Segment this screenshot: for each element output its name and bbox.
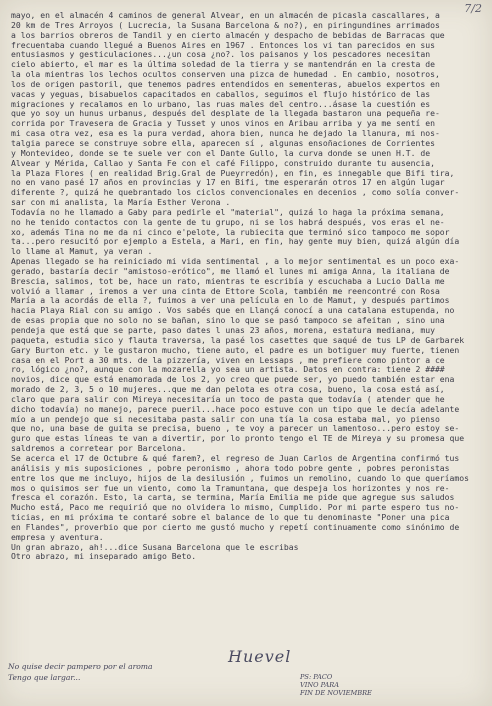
- letter-line: ticias, en mi próxima te contaré sobre el balance de lo que tu denominaste "Poner una pica: [11, 513, 450, 523]
- letter-line: frecuentaba cuando llegué a Buenos Aires en 1967 . Entonces los vi tan parecidos en sus: [11, 40, 435, 50]
- letter-line: migraciones y recalamos en lo urbano, las ruas males del centro...ásase la cuestión es: [11, 99, 431, 109]
- letter-line: morado de 2, 3, 5 o 10 mujeres...que me dan pelota es otra cosa, bueno, la cosa está así,: [11, 385, 445, 395]
- letter-line: Otro abrazo, mi inseparado amigo Beto.: [11, 552, 197, 562]
- letter-line: mayo, en el almacén 4 caminos de general Alvear, en un almacén de picasla cascallares, a: [11, 11, 440, 20]
- letter-line: a los barrios obreros de Tandil y en cierto almacén y despacho de bebidas de Barracas que: [11, 30, 445, 40]
- letter-line: la ola mientras los lechos ocultos conserven una pizca de humedad . En cambio, nosotros,: [11, 70, 440, 80]
- letter-line: claro que para salir con Mireya necesitaría un toco de pasta que todavía ( atender que he: [11, 394, 445, 404]
- letter-line: de esas propia que no solo no se bañan, sino lo que se pasó tampoco se afeitan , sino una: [11, 316, 445, 326]
- letter-line: entusiasmos y gesticulaciones...¿un cosa ¿no?. los paisanos y los pescadores necesitan: [11, 50, 431, 60]
- letter-line: pendeja que está que se parte, paso dates l unas 23 años, morena, estatura mediana, muy: [11, 326, 435, 335]
- letter-line: empresa y aventura.: [11, 532, 104, 542]
- letter-line: entre los que me incluyo, hijos de la desilusión , fuimos un remolino, cuando lo que queríamos: [11, 473, 470, 483]
- letter-line: dicho todavía) no manejo, parece pueril...hace poco estuve con un tipo que le decía adelante: [11, 404, 460, 414]
- letter-line: María a la acordás de ella ?, fuimos a ver una película en lo de Mamut, y después partimos: [11, 296, 450, 306]
- letter-line: fresca el corazón. Esto, la carta, se termina, María Emilia me pide que agregue sus saludos: [11, 493, 455, 503]
- letter-line: volvió a llamar , iremos a ver una cinta de Ettore Scola, también me reencontré con Rosa: [11, 286, 440, 296]
- letter-line: gerado, bastaría decir "amistoso-erótico", me llamó el lunes mi amiga Anna, la italiana de: [11, 266, 450, 276]
- letter-line: Todavía no he llamado a Gaby para pedirle el "material", quizá lo haga la próxima semana,: [11, 207, 445, 217]
- letter-line: análisis y mis suposiciones , pobre peronismo , ahora todo pobre gente , pobres peronistas: [11, 463, 450, 473]
- letter-line: la Plaza Flores ( en realidad Brig.Gral de Pueyrredón), en fin, es innegable que Bifi tira,: [11, 168, 455, 178]
- letter-line: Alvear y Mérida, Callao y Santa Fe con el café Filippo, construido durante tu ausencia,: [11, 158, 435, 168]
- letter-line: que yo soy un hunus urbanus, después del desplate de la llegada bastaron una pequeña re-: [11, 109, 440, 119]
- letter-line: guro que estas líneas te van a divertir, por lo pronto tengo el TE de Mireya y su promesa que: [11, 434, 465, 444]
- signature: Huevel: [228, 647, 292, 666]
- letter-line: hacia Playa Rial con su amigo . Vos sabés que en Llançá conocí a una catalana estupenda, no: [11, 306, 455, 316]
- letter-line: diferente ?, quizá he quebrantado los ciclos convencionales en decenios , como solía conver-: [11, 188, 460, 198]
- letter-line: no en vano pasé 17 años en provincias y 17 en Bifi, tme esperarán otros 17 en algún lugar: [11, 178, 445, 188]
- letter-line: vacas y yeguas, bisabuelos capacitados en caballos, seguimos el flujo histórico de las: [11, 89, 431, 99]
- letter-line: Mucho está, Paco me requirió que no olvidera lo mismo, Cumplido. Por mi parte espero tus no-: [11, 503, 460, 513]
- postscript-line-1: PS: PACO: [300, 673, 333, 681]
- letter-line: paqueta, estudia sico y flauta traversa, la pasé los casettes que saqué de tus LP de Garbarek: [11, 335, 465, 345]
- letter-line: que no, una base de guita se precisa, bueno , te voy a parecer un lamentoso...pero estoy se-: [11, 424, 460, 434]
- letter-line: Un gran abrazo, ah!...dice Susana Barcelona que le escribas: [11, 542, 299, 552]
- letter-line: mi casa otra vez, esa es la pura verdad, ahora bien, nunca he dejado la llanura, mi nos-: [11, 129, 440, 139]
- letter-line: mos o quisimos ser fue un viento, como la Tramuntana, que despeja los horizontes y nos re-: [11, 483, 450, 493]
- letter-line: xo, además Tina no me da ni cinco e'pelote, la rubiecita que terminó sico tampoco me sopor: [11, 227, 450, 237]
- letter-body: [11, 11, 485, 562]
- letter-line: Apenas llegado se ha reiniciado mi vida sentimental , a lo mejor sentimental es un poco exa-: [11, 257, 460, 267]
- letter-line: novios, dice que está enamorada de los 2, yo creo que puede ser, yo puedo también estar ena: [11, 375, 455, 385]
- letter-line: ta...pero resucitó por ejemplo a Estela, a Mari, en fin, hay gente muy bien, quizá algún día: [11, 237, 460, 247]
- letter-line: mío a un pendejo que si necesitaba pasta salir con una tía la cosa estaba mal, yo pienso: [11, 414, 440, 424]
- handwritten-footnote-line-1: No quise decir pampero por el aroma: [8, 662, 153, 671]
- letter-line: y Montevideo, donde se te suele ver con el Dante Gullo, la curva donde se unen H.T. de: [11, 148, 431, 158]
- letter-line: casa en el Port a 30 mts. de la pizzería, viven en Lessaps , me prefiere como pintor a ce: [11, 355, 445, 365]
- letter-line: los de origen pastoril, que tenemos padres entendidos en sementeras, abuelos expertos en: [11, 79, 440, 89]
- letter-line: Se acerca el 17 de Octubre & qué farem?, el regreso de Juan Carlos de Argentina confirmó tus: [11, 453, 460, 463]
- letter-line: Brescia, salimos, tot be, hace un rato, mientras te escribía y escuchaba a Lucio Dalla me: [11, 276, 445, 286]
- postscript-line-3: FIN DE NOVIEMBRE: [300, 689, 372, 697]
- letter-line: cielo abierto, el mar es la última soledad de la tierra y se mantendrán en la cresta de: [11, 60, 435, 70]
- letter-line: talgia parece se construye sobre ella, aparecen sí , algunas ensoñaciones de Corrientes: [11, 138, 435, 148]
- letter-line: lo llame al Mamut, ya veran .: [11, 247, 153, 257]
- letter-line: saldremos a corretear por Barcelona.: [11, 444, 187, 454]
- letter-line: en Flandes", proverbio que por cierto me gustó mucho y repetí continuamente como sinónimo de: [11, 522, 460, 532]
- letter-line: 20 km de Tres Arroyos ( Lucrecia, la Susana Barcelona & no?), en piringundines arrimados: [11, 20, 440, 30]
- letter-line: no he tenido contactos con la gente de tu grupo, ni se los habrá después, vos eras el ne-: [11, 217, 445, 227]
- page-number: 7/2: [464, 2, 482, 15]
- letter-line: Gary Burton etc. y le gustaron mucho, tiene auto, el padre es un botiguer muy fuerte, tienen: [11, 345, 460, 355]
- handwritten-footnote-line-2: Tengo que largar...: [8, 673, 81, 682]
- letter-line: corrida por Travesera de Gracia y Tusset y unos vinos en Aribau arriba y ya me sentí en: [11, 119, 435, 129]
- letter-line: ro, lógico ¿no?, aunque con la mozarella yo sea un artista. Datos en contra: tiene 2 ####: [11, 365, 445, 375]
- letter-line: sar con mi analista, la María Esther Verona .: [11, 198, 231, 208]
- postscript-line-2: VINO PARA: [300, 681, 339, 689]
